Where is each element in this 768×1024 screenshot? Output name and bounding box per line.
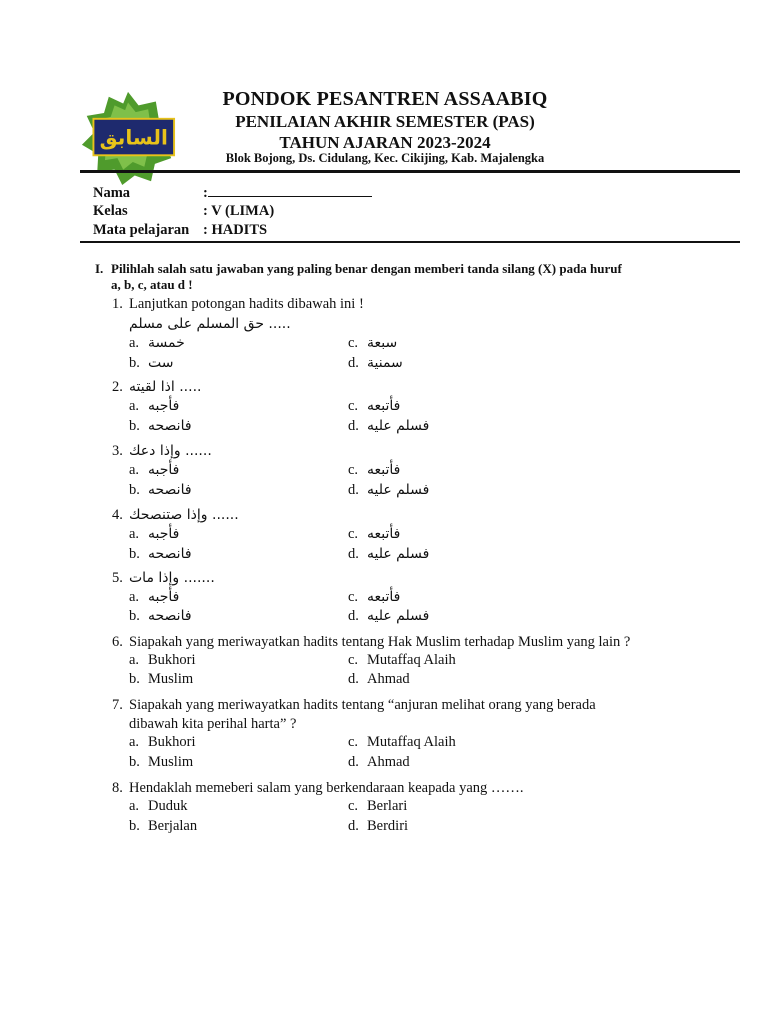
option-a[interactable] — [129, 734, 196, 751]
question-text-arabic: وإذا صتنصحك ...... — [129, 507, 239, 523]
option-text: فأجبه — [148, 589, 180, 605]
option-text: فأتبعه — [367, 589, 401, 605]
option-text: فأجبه — [148, 526, 180, 542]
option-d[interactable] — [348, 418, 429, 435]
option-letter: b. — [129, 818, 140, 834]
option-b[interactable] — [129, 355, 173, 372]
question-text-arabic: اذا لقيته ..... — [129, 379, 202, 395]
option-text: خمسة — [148, 335, 185, 351]
option-text: فسلم عليه — [367, 546, 430, 562]
class-value: : V (LIMA) — [203, 203, 275, 219]
option-letter: c. — [348, 798, 359, 814]
instruction-line-2: a, b, c, atau d ! — [111, 277, 193, 292]
option-text: Berjalan — [148, 818, 198, 834]
option-b[interactable] — [129, 754, 193, 771]
option-text: فسلم عليه — [367, 608, 430, 624]
academic-year: TAHUN AJARAN 2023-2024 — [279, 133, 491, 152]
option-b[interactable] — [129, 546, 192, 563]
question-number: 1. — [112, 296, 123, 312]
option-letter: a. — [129, 798, 140, 814]
question-number: 4. — [112, 507, 123, 523]
question-number: 7. — [112, 697, 123, 713]
option-d[interactable] — [348, 754, 410, 771]
option-text: فسلم عليه — [367, 418, 430, 434]
option-c[interactable] — [348, 526, 400, 543]
option-d[interactable] — [348, 671, 410, 688]
option-b[interactable] — [129, 418, 192, 435]
option-a[interactable] — [129, 652, 196, 669]
option-text: Berlari — [367, 798, 408, 814]
option-c[interactable] — [348, 335, 397, 352]
option-letter: d. — [348, 418, 359, 434]
option-letter: d. — [348, 608, 359, 624]
option-text: Bukhori — [148, 652, 196, 668]
option-a[interactable] — [129, 798, 187, 815]
question-number: 5. — [112, 570, 123, 586]
section-number: I. — [95, 261, 104, 276]
option-letter: a. — [129, 335, 140, 351]
subject-value: : HADITS — [203, 222, 268, 238]
option-letter: b. — [129, 418, 140, 434]
option-letter: a. — [129, 526, 140, 542]
question-text: Siapakah yang meriwayatkan hadits tentang Hak Muslim terhadap Muslim yang lain ? — [129, 634, 631, 650]
identity-divider — [80, 241, 740, 243]
option-b[interactable] — [129, 671, 193, 688]
question-number: 8. — [112, 780, 123, 796]
option-text: سبعة — [367, 335, 398, 351]
option-text: فانصحه — [148, 418, 192, 434]
option-text: فانصحه — [148, 482, 192, 498]
option-letter: c. — [348, 335, 359, 351]
option-a[interactable] — [129, 526, 179, 543]
option-b[interactable] — [129, 818, 197, 835]
option-text: فأتبعه — [367, 462, 401, 478]
option-c[interactable] — [348, 398, 400, 415]
question-number: 6. — [112, 634, 123, 650]
school-name: PONDOK PESANTREN ASSAABIQ — [222, 88, 548, 110]
option-a[interactable] — [129, 335, 185, 352]
option-b[interactable] — [129, 608, 192, 625]
name-row — [93, 183, 372, 202]
option-letter: d. — [348, 754, 359, 770]
option-text: Mutaffaq Alaih — [367, 652, 456, 668]
option-text: Mutaffaq Alaih — [367, 734, 456, 750]
option-letter: c. — [348, 398, 359, 414]
option-a[interactable] — [129, 462, 179, 479]
option-letter: a. — [129, 652, 140, 668]
option-letter: b. — [129, 671, 140, 687]
option-letter: a. — [129, 589, 140, 605]
option-c[interactable] — [348, 798, 407, 815]
option-letter: c. — [348, 526, 359, 542]
option-text: فأتبعه — [367, 526, 401, 542]
option-letter: a. — [129, 398, 140, 414]
subject-label: Mata pelajaran — [93, 222, 190, 238]
subject-row — [93, 222, 267, 239]
option-d[interactable] — [348, 355, 403, 372]
option-letter: d. — [348, 671, 359, 687]
option-text: فأتبعه — [367, 398, 401, 414]
option-letter: b. — [129, 546, 140, 562]
instruction-line-1: Pilihlah salah satu jawaban yang paling benar dengan memberi tanda silang (X) pada huruf — [111, 261, 622, 276]
option-text: Ahmad — [367, 671, 410, 687]
option-text: Duduk — [148, 798, 188, 814]
option-a[interactable] — [129, 589, 179, 606]
option-letter: b. — [129, 355, 140, 371]
option-c[interactable] — [348, 462, 400, 479]
option-a[interactable] — [129, 398, 179, 415]
option-letter: b. — [129, 608, 140, 624]
option-b[interactable] — [129, 482, 192, 499]
option-text: Muslim — [148, 671, 194, 687]
option-text: سمنية — [367, 355, 403, 371]
option-letter: c. — [348, 734, 359, 750]
option-letter: c. — [348, 462, 359, 478]
option-letter: a. — [129, 462, 140, 478]
option-text: ست — [148, 355, 174, 371]
option-text: فسلم عليه — [367, 482, 430, 498]
option-c[interactable] — [348, 734, 456, 751]
option-d[interactable] — [348, 608, 429, 625]
option-text: فأجبه — [148, 398, 180, 414]
option-text: Muslim — [148, 754, 194, 770]
option-c[interactable] — [348, 589, 400, 606]
option-d[interactable] — [348, 546, 429, 563]
option-letter: d. — [348, 546, 359, 562]
question-text-cont: dibawah kita perihal harta” ? — [129, 716, 297, 732]
option-text: Bukhori — [148, 734, 196, 750]
option-c[interactable] — [348, 652, 456, 669]
option-letter: a. — [129, 734, 140, 750]
option-text: فانصحه — [148, 546, 192, 562]
option-d[interactable] — [348, 818, 408, 835]
option-letter: c. — [348, 652, 359, 668]
option-text: فأجبه — [148, 462, 180, 478]
question-text-arabic: حق المسلم على مسلم ..... — [129, 316, 291, 332]
name-blank-line[interactable] — [208, 183, 372, 197]
name-colon: : — [203, 185, 208, 201]
option-letter: d. — [348, 355, 359, 371]
school-address: Blok Bojong, Ds. Cidulang, Kec. Cikijing, Kab. Majalengka — [225, 151, 545, 165]
name-label: Nama — [93, 185, 131, 201]
option-letter: b. — [129, 754, 140, 770]
option-letter: d. — [348, 482, 359, 498]
question-text: Lanjutkan potongan hadits dibawah ini ! — [129, 296, 364, 312]
question-text-arabic: وإذا مات ....... — [129, 570, 215, 586]
question-text-arabic: وإذا دعك ...... — [129, 443, 212, 459]
question-text: Siapakah yang meriwayatkan hadits tentang “anjuran melihat orang yang berada — [129, 697, 596, 713]
class-row — [93, 203, 274, 220]
exam-title: PENILAIAN AKHIR SEMESTER (PAS) — [235, 112, 535, 131]
option-letter: c. — [348, 589, 359, 605]
option-d[interactable] — [348, 482, 429, 499]
question-number: 3. — [112, 443, 123, 459]
option-letter: b. — [129, 482, 140, 498]
class-label: Kelas — [93, 203, 128, 219]
option-letter: d. — [348, 818, 359, 834]
option-text: Ahmad — [367, 754, 410, 770]
header-divider — [80, 170, 740, 173]
option-text: Berdiri — [367, 818, 409, 834]
logo-text: السابق — [99, 125, 168, 150]
question-text: Hendaklah memeberi salam yang berkendaraan keapada yang ……. — [129, 780, 524, 796]
question-number: 2. — [112, 379, 123, 395]
option-text: فانصحه — [148, 608, 192, 624]
